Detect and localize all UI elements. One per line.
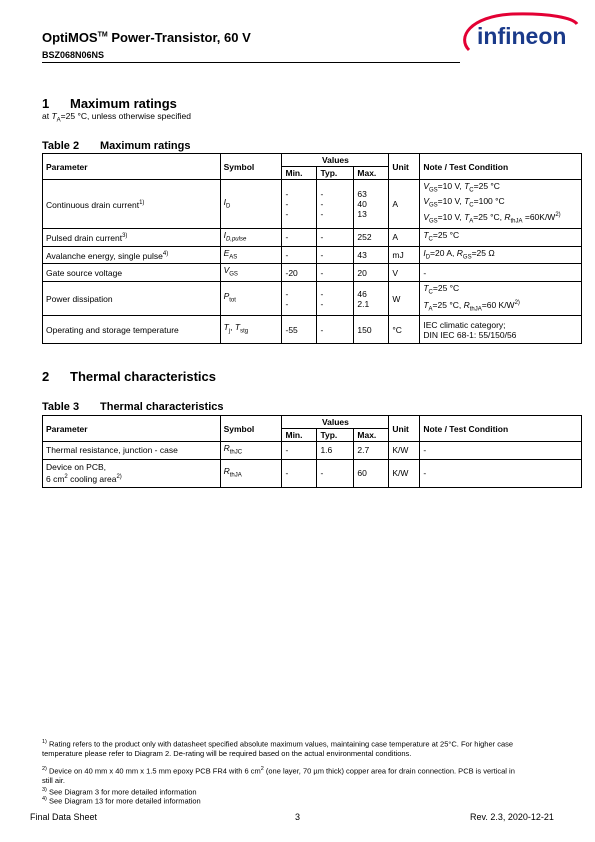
min-cell: -55 [282, 316, 317, 344]
max-cell: 2.7 [354, 442, 389, 460]
section-1-heading: 1 Maximum ratings [42, 96, 177, 111]
col-unit: Unit [389, 154, 420, 180]
section-2-heading: 2 Thermal characteristics [42, 369, 216, 384]
max-cell: 46 2.1 [354, 281, 389, 315]
symbol-cell: $V_{GS}$ [220, 264, 282, 282]
unit-cell: A [389, 180, 420, 229]
table-row [43, 180, 582, 229]
unit-cell: V [389, 264, 420, 282]
min-cell: -20 [282, 264, 317, 282]
footnote-1: $^{1)}$ Rating refers to the product only with datasheet specified absolute maximum values, maintaining case temperature at 25°C. For higher case temperature please refer to Diagram 2. De-rating will be required based on the actual environmental conditions. [42, 739, 514, 758]
typ-cell: - - [317, 281, 354, 315]
note-cell: - [420, 264, 582, 282]
col-note: Note / Test Condition [420, 416, 582, 442]
typ-cell: 1.6 [317, 442, 354, 460]
footnote-3: $^{3)}$ See Diagram 3 for more detailed information [42, 787, 197, 797]
col-parameter: Parameter [43, 154, 221, 180]
table-row [43, 228, 582, 246]
typ-cell: - [317, 459, 354, 487]
symbol-cell: $I_{D,pulse}$ [220, 228, 282, 246]
min-cell: - [282, 459, 317, 487]
symbol-cell: $T_j$, $T_{stg}$ [220, 316, 282, 344]
document-title: OptiMOS™ Power-Transistor, 60 V [42, 30, 251, 45]
max-cell: 252 [354, 228, 389, 246]
typ-cell: - [317, 228, 354, 246]
max-cell: 20 [354, 264, 389, 282]
note-cell: IEC climatic category; DIN IEC 68-1: 55/150/56 [420, 316, 582, 344]
symbol-cell: $P_{tot}$ [220, 281, 282, 315]
param-cell: Device on PCB, 6 $cm^2$ cooling area$^{2)}$ [43, 459, 221, 487]
section-1-condition: at $T_A=25$ °C, unless otherwise specified [42, 111, 191, 124]
col-min: Min. [282, 429, 317, 442]
max-cell: 60 [354, 459, 389, 487]
col-typ: Typ. [317, 167, 354, 180]
typ-cell: - [317, 246, 354, 264]
note-cell: $V_{GS}=10$ V, $T_C=25$ °C $V_{GS}=10$ V, $T_C=100$ °C $V_{GS}=10$ V, $T_A=25$ °C, $R_{thJA} =60K/W^{2)}$ [420, 180, 582, 229]
table-row [43, 264, 582, 282]
min-cell: - [282, 246, 317, 264]
col-max: Max. [354, 429, 389, 442]
col-typ: Typ. [317, 429, 354, 442]
table-header-row [43, 154, 582, 167]
param-cell: Power dissipation [43, 281, 221, 315]
thermal-table [42, 415, 582, 488]
footer-left: Final Data Sheet [30, 812, 98, 822]
col-values: Values [282, 154, 389, 167]
table-row [43, 316, 582, 344]
table-row [43, 281, 582, 315]
part-number: BSZ068N06NS [42, 50, 105, 60]
param-cell: Gate source voltage [43, 264, 221, 282]
col-symbol: Symbol [220, 416, 282, 442]
typ-cell: - [317, 316, 354, 344]
symbol-cell: $I_D$ [220, 180, 282, 229]
param-cell: Avalanche energy, single pulse$^{4)}$ [43, 246, 221, 264]
min-cell: - - [282, 281, 317, 315]
typ-cell: - [317, 264, 354, 282]
symbol-cell: $R_{thJA}$ [220, 459, 282, 487]
note-cell: - [420, 442, 582, 460]
max-cell: 150 [354, 316, 389, 344]
symbol-cell: $E_{AS}$ [220, 246, 282, 264]
col-values: Values [282, 416, 389, 429]
min-cell: - - - [282, 180, 317, 229]
col-parameter: Parameter [43, 416, 221, 442]
footnote-2: $^{2)}$ Device on 40 mm x 40 mm x 1.5 mm epoxy PCB FR4 with 6 $cm^2$ (one layer, 70 µm thick) copper area for drain connection. PCB is vertical in still air. [42, 766, 515, 785]
unit-cell: °C [389, 316, 420, 344]
max-ratings-table [42, 153, 582, 344]
note-cell: $I_D=20$ A, $R_{GS}=25$ Ω [420, 246, 582, 264]
unit-cell: K/W [389, 442, 420, 460]
footer-revision: Rev. 2.3, 2020-12-21 [470, 812, 554, 822]
param-cell: Pulsed drain current$^{3)}$ [43, 228, 221, 246]
table-2-caption: Table 2 Maximum ratings [42, 140, 191, 152]
unit-cell: A [389, 228, 420, 246]
max-cell: 43 [354, 246, 389, 264]
table-row [43, 459, 582, 487]
col-symbol: Symbol [220, 154, 282, 180]
infineon-logo [455, 10, 580, 60]
unit-cell: K/W [389, 459, 420, 487]
symbol-cell: $R_{thJC}$ [220, 442, 282, 460]
unit-cell: mJ [389, 246, 420, 264]
max-cell: 63 40 13 [354, 180, 389, 229]
typ-cell: - - - [317, 180, 354, 229]
param-cell: Thermal resistance, junction - case [43, 442, 221, 460]
min-cell: - [282, 442, 317, 460]
col-max: Max. [354, 167, 389, 180]
unit-cell: W [389, 281, 420, 315]
table-3-caption: Table 3 Thermal characteristics [42, 401, 224, 413]
note-cell: $T_C=25$ °C [420, 228, 582, 246]
param-cell: Operating and storage temperature [43, 316, 221, 344]
table-row [43, 246, 582, 264]
table-header-row [43, 416, 582, 429]
col-unit: Unit [389, 416, 420, 442]
table-row [43, 442, 582, 460]
page-number: 3 [295, 812, 301, 822]
min-cell: - [282, 228, 317, 246]
svg-text:infineon: infineon [477, 23, 567, 49]
header-rule [42, 62, 460, 63]
note-cell: $T_C=25$ °C $T_A=25$ °C, $R_{thJA}=60$ $K/W^{2)}$ [420, 281, 582, 315]
note-cell: - [420, 459, 582, 487]
col-note: Note / Test Condition [420, 154, 582, 180]
col-min: Min. [282, 167, 317, 180]
param-cell: Continuous drain current$^{1)}$ [43, 180, 221, 229]
footnote-4: $^{4)}$ See Diagram 13 for more detailed information [42, 796, 201, 806]
